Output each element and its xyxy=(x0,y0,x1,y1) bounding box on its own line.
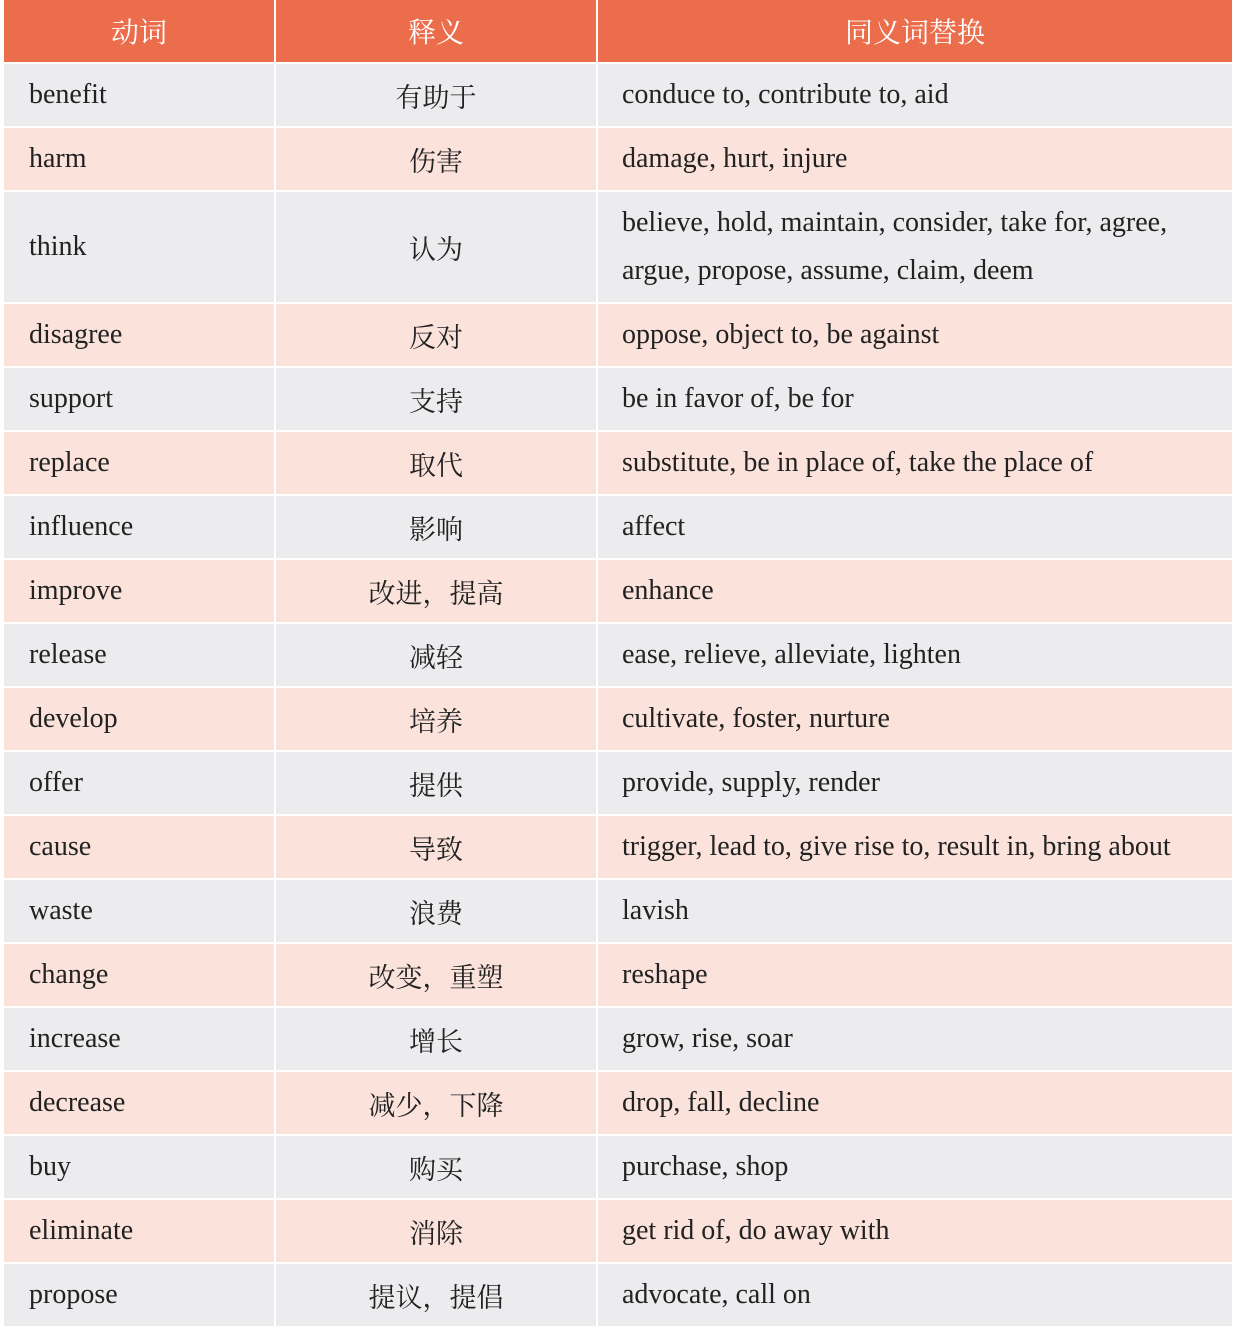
meaning-cell: 取代 xyxy=(275,431,597,495)
meaning-cell: 减轻 xyxy=(275,623,597,687)
table-row xyxy=(4,815,1232,879)
meaning-cell: 购买 xyxy=(275,1135,597,1199)
meaning-cell: 减少，下降 xyxy=(275,1071,597,1135)
verb-cell: offer xyxy=(4,751,275,815)
synonyms-cell: lavish xyxy=(597,879,1232,943)
verb-cell: think xyxy=(4,191,275,303)
meaning-cell: 改进，提高 xyxy=(275,559,597,623)
synonyms-cell: purchase, shop xyxy=(597,1135,1232,1199)
verb-cell: support xyxy=(4,367,275,431)
meaning-cell: 影响 xyxy=(275,495,597,559)
table-row xyxy=(4,495,1232,559)
synonyms-cell: provide, supply, render xyxy=(597,751,1232,815)
synonyms-cell: enhance xyxy=(597,559,1232,623)
verb-cell: replace xyxy=(4,431,275,495)
verb-synonym-table xyxy=(4,0,1232,1328)
synonyms-cell: reshape xyxy=(597,943,1232,1007)
verb-cell: release xyxy=(4,623,275,687)
table-row xyxy=(4,751,1232,815)
synonyms-cell: drop, fall, decline xyxy=(597,1071,1232,1135)
verb-cell: benefit xyxy=(4,63,275,127)
meaning-cell: 改变，重塑 xyxy=(275,943,597,1007)
table-row xyxy=(4,559,1232,623)
verb-cell: develop xyxy=(4,687,275,751)
verb-cell: disagree xyxy=(4,303,275,367)
header-row xyxy=(4,0,1232,63)
verb-cell: waste xyxy=(4,879,275,943)
synonyms-cell: advocate, call on xyxy=(597,1263,1232,1327)
verb-cell: eliminate xyxy=(4,1199,275,1263)
synonyms-cell: get rid of, do away with xyxy=(597,1199,1232,1263)
table-row xyxy=(4,1071,1232,1135)
verb-cell: harm xyxy=(4,127,275,191)
synonyms-cell: substitute, be in place of, take the place of xyxy=(597,431,1232,495)
meaning-cell: 消除 xyxy=(275,1199,597,1263)
verb-cell: change xyxy=(4,943,275,1007)
table-row xyxy=(4,687,1232,751)
meaning-cell: 培养 xyxy=(275,687,597,751)
meaning-cell: 提供 xyxy=(275,751,597,815)
table-row xyxy=(4,191,1232,303)
table-row xyxy=(4,367,1232,431)
header-synonyms: 同义词替换 xyxy=(597,0,1232,63)
table-row xyxy=(4,943,1232,1007)
verb-cell: decrease xyxy=(4,1071,275,1135)
verb-cell: propose xyxy=(4,1263,275,1327)
table-header xyxy=(4,0,1232,63)
synonyms-cell: grow, rise, soar xyxy=(597,1007,1232,1071)
header-verb: 动词 xyxy=(4,0,275,63)
header-meaning: 释义 xyxy=(275,0,597,63)
meaning-cell: 浪费 xyxy=(275,879,597,943)
table-row xyxy=(4,431,1232,495)
table-row xyxy=(4,623,1232,687)
verb-cell: cause xyxy=(4,815,275,879)
synonyms-cell: cultivate, foster, nurture xyxy=(597,687,1232,751)
meaning-cell: 认为 xyxy=(275,191,597,303)
verb-cell: influence xyxy=(4,495,275,559)
meaning-cell: 反对 xyxy=(275,303,597,367)
meaning-cell: 有助于 xyxy=(275,63,597,127)
table-row xyxy=(4,303,1232,367)
table-row xyxy=(4,1007,1232,1071)
table-row xyxy=(4,879,1232,943)
verb-cell: improve xyxy=(4,559,275,623)
table-row xyxy=(4,1199,1232,1263)
synonyms-cell: believe, hold, maintain, consider, take for, agree, argue, propose, assume, claim, deem xyxy=(597,191,1232,303)
verb-cell: buy xyxy=(4,1135,275,1199)
synonyms-cell: trigger, lead to, give rise to, result in, bring about xyxy=(597,815,1232,879)
table-row xyxy=(4,1263,1232,1327)
synonyms-cell: conduce to, contribute to, aid xyxy=(597,63,1232,127)
table-row xyxy=(4,1135,1232,1199)
synonyms-cell: be in favor of, be for xyxy=(597,367,1232,431)
meaning-cell: 提议，提倡 xyxy=(275,1263,597,1327)
synonyms-cell: damage, hurt, injure xyxy=(597,127,1232,191)
synonyms-cell: ease, relieve, alleviate, lighten xyxy=(597,623,1232,687)
verb-cell: increase xyxy=(4,1007,275,1071)
synonyms-cell: oppose, object to, be against xyxy=(597,303,1232,367)
table-row xyxy=(4,63,1232,127)
meaning-cell: 增长 xyxy=(275,1007,597,1071)
synonyms-cell: affect xyxy=(597,495,1232,559)
table-body xyxy=(4,63,1232,1327)
meaning-cell: 支持 xyxy=(275,367,597,431)
meaning-cell: 导致 xyxy=(275,815,597,879)
table-row xyxy=(4,127,1232,191)
meaning-cell: 伤害 xyxy=(275,127,597,191)
